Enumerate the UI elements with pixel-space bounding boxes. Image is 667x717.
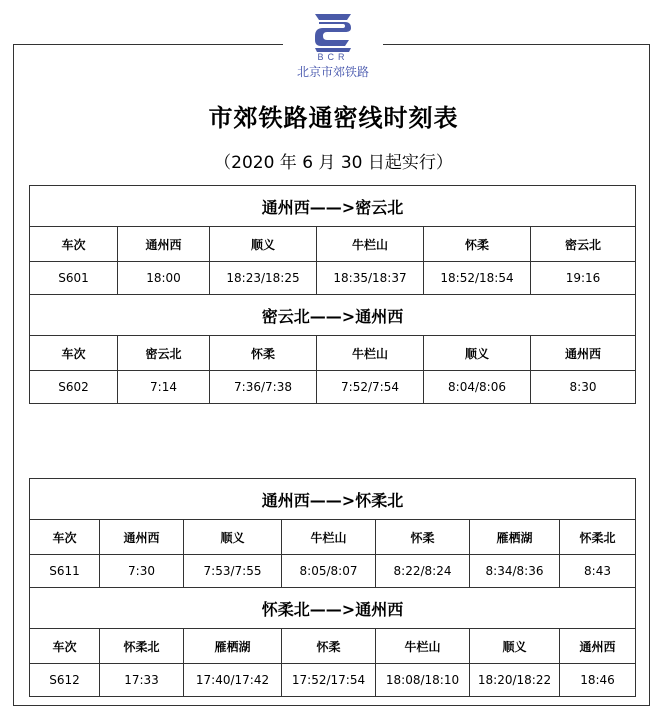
time-cell: 18:08/18:10 — [376, 664, 470, 697]
train-number: S602 — [30, 371, 118, 404]
time-cell: 17:33 — [100, 664, 184, 697]
time-cell: 18:52/18:54 — [424, 262, 531, 295]
time-cell: 7:36/7:38 — [210, 371, 317, 404]
header-cell: 怀柔 — [424, 227, 531, 262]
time-cell: 19:16 — [531, 262, 636, 295]
time-cell: 7:14 — [118, 371, 210, 404]
logo-name: 北京市郊铁路 — [296, 65, 369, 79]
bcr-logo-icon — [309, 10, 357, 54]
header-cell: 车次 — [30, 227, 118, 262]
time-cell: 8:43 — [560, 555, 636, 588]
header-cell: 通州西 — [100, 520, 184, 555]
header-cell: 雁栖湖 — [184, 629, 282, 664]
route-title: 密云北——>通州西 — [30, 295, 636, 336]
header-cell: 车次 — [30, 336, 118, 371]
header-cell: 雁栖湖 — [470, 520, 560, 555]
time-cell: 18:20/18:22 — [470, 664, 560, 697]
time-cell: 17:52/17:54 — [282, 664, 376, 697]
header-cell: 牛栏山 — [317, 227, 424, 262]
page-title: 市郊铁路通密线时刻表 — [208, 104, 459, 132]
time-cell: 8:04/8:06 — [424, 371, 531, 404]
route-title: 怀柔北——>通州西 — [30, 588, 636, 629]
header-cell: 怀柔 — [376, 520, 470, 555]
header-row — [30, 629, 636, 664]
header-cell: 顺义 — [470, 629, 560, 664]
bcr-logo — [283, 6, 383, 96]
header-cell: 密云北 — [118, 336, 210, 371]
header-cell: 牛栏山 — [376, 629, 470, 664]
time-cell: 8:22/8:24 — [376, 555, 470, 588]
header-cell: 通州西 — [118, 227, 210, 262]
route-title-row — [30, 186, 636, 227]
header-cell: 牛栏山 — [317, 336, 424, 371]
header-cell: 密云北 — [531, 227, 636, 262]
train-number: S612 — [30, 664, 100, 697]
route-title-row — [30, 479, 636, 520]
train-number: S611 — [30, 555, 100, 588]
header-cell: 怀柔 — [282, 629, 376, 664]
time-cell: 18:35/18:37 — [317, 262, 424, 295]
time-cell: 17:40/17:42 — [184, 664, 282, 697]
header-row — [30, 336, 636, 371]
header-cell: 怀柔 — [210, 336, 317, 371]
time-cell: 18:46 — [560, 664, 636, 697]
header-cell: 顺义 — [210, 227, 317, 262]
table-row — [30, 555, 636, 588]
header-row — [30, 520, 636, 555]
header-cell: 车次 — [30, 520, 100, 555]
route-title: 通州西——>怀柔北 — [30, 479, 636, 520]
effective-date: （2020 年 6 月 30 日起实行） — [214, 153, 453, 173]
time-cell: 18:23/18:25 — [210, 262, 317, 295]
header-cell: 牛栏山 — [282, 520, 376, 555]
timetable-tongmi-short — [29, 185, 636, 404]
logo-abbreviation: BCR — [317, 52, 349, 62]
time-cell: 7:30 — [100, 555, 184, 588]
header-cell: 通州西 — [531, 336, 636, 371]
table-row — [30, 371, 636, 404]
time-cell: 7:53/7:55 — [184, 555, 282, 588]
header-cell: 车次 — [30, 629, 100, 664]
time-cell: 8:05/8:07 — [282, 555, 376, 588]
timetable-tonghuai — [29, 478, 636, 697]
time-cell: 8:34/8:36 — [470, 555, 560, 588]
route-title-row — [30, 295, 636, 336]
route-title: 通州西——>密云北 — [30, 186, 636, 227]
time-cell: 18:00 — [118, 262, 210, 295]
header-cell: 怀柔北 — [560, 520, 636, 555]
header-cell: 怀柔北 — [100, 629, 184, 664]
time-cell: 7:52/7:54 — [317, 371, 424, 404]
route-title-row — [30, 588, 636, 629]
header-cell: 顺义 — [424, 336, 531, 371]
table-row — [30, 664, 636, 697]
header-cell: 顺义 — [184, 520, 282, 555]
table-row — [30, 262, 636, 295]
header-cell: 通州西 — [560, 629, 636, 664]
header-row — [30, 227, 636, 262]
time-cell: 8:30 — [531, 371, 636, 404]
train-number: S601 — [30, 262, 118, 295]
